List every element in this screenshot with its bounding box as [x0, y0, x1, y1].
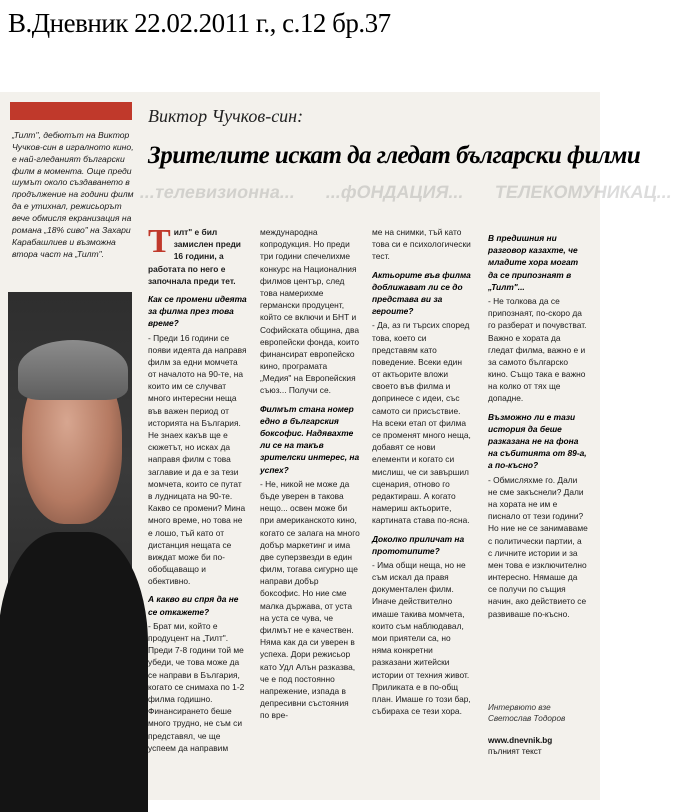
- drop-cap: Т: [148, 223, 171, 260]
- red-accent-bar: [10, 102, 132, 120]
- ghost-text-3: ТЕЛЕКОМУНИКАЦ...: [492, 182, 674, 202]
- interview-answer: - Брат ми, който е продуцент на „Тилт". Преди 7-8 години той ме убеди, че това може да се направи в България, когато се снимаха по 1-2 филма годишно. Финансирането беше много трудно, не съм си представял, че ще успеем да направим: [148, 620, 245, 753]
- interview-answer: - Обмисляхме го. Дали не сме закъснели? Дали на хората не им е писнало от тези години? Но ние не се занимаваме с политически партии, а с личните истории и за мен това е изключително интересно. Нямаше да се получи по същия начин, ако действието се развиваше по-късно.: [488, 474, 588, 619]
- website-caption: пълният текст: [488, 746, 542, 756]
- interview-answer: - Не толкова да се припознаят, по-скоро да го разберат и почувстват. Важно е хората да гледат филма, важно е и за самото българско кино. Също така е важно на колко от тях ще допадне.: [488, 295, 587, 404]
- interview-question: В предишния ни разговор казахте, че младите хора могат да се припознаят в „Тилт"...: [488, 233, 579, 292]
- article-column-1: [148, 223, 248, 757]
- source-line: В.Дневник 22.02.2011 г., с.12 бр.37: [8, 8, 391, 38]
- lead-paragraph: [148, 223, 248, 287]
- interview-credit: Интервюто взе Светослав Тодоров: [488, 703, 566, 724]
- interview-answer: - Да, аз ги търсих според това, което си представям като поведение. Всеки един от актьорите вложи своето във филма и допринесе с идеи, със самото си присъствие. На всеки етап от филма се променят много неща, добавят се нови елементи и когато си мислиш, че си завършил сценария, отново го редактираш. А когато намериш актьорите, картината става по-ясна.: [372, 320, 471, 526]
- ghost-text-1: ...телевизионна...: [138, 182, 297, 202]
- ghost-text-2: ...фОНДАЦИЯ...: [324, 182, 466, 202]
- interview-answer: - Преди 16 години се появи идеята да направя филм за едни момчета от началото на 90-те, на които им се случват много интересни неща във важен период от историята на България. Не знаех какъв ще е сюжетът, но исках да направя филм с това заглавие и да е за тези момчета, които се путат в лудницата на 90-те. Какво се промени? Мина много време, но това не е лошо, тъй като от дистанция нещата се виждат може би по-обобщаващо и обективно.: [148, 332, 247, 587]
- website-url[interactable]: www.dnevnik.bg: [488, 736, 553, 745]
- interview-question: Доколко приличат на прототипите?: [372, 533, 465, 556]
- article-column-2: [260, 226, 360, 725]
- interview-question: Как се промени идеята за филма през това време?: [148, 293, 247, 329]
- interview-question: Филмът стана номер едно в българския боксофис. Надявахте ли се на такъв зрителски интерес, на успех?: [260, 403, 360, 475]
- photo-shirt: [0, 532, 148, 812]
- lead-text: илт" е бил замислен преди 16 години, а работата по него е започнала преди тет.: [148, 227, 241, 286]
- article-headline: Зрителите искат да гледат български филми: [148, 142, 641, 169]
- interview-answer: международна копродукция. Но преди три години спечелихме конкурс на Националния филмов център, след това намерихме германски продуцент, който се включи и БНТ и Софийската община, два европейски фонда, които финансират европейско кино, програмата „Медия" на Европейския съюз... Получи се.: [260, 227, 360, 396]
- interview-question: А какво ви спря да не се откажете?: [148, 594, 239, 617]
- background-ghost-text: [138, 182, 674, 214]
- interview-question: Актьорите във филма доближават ли се до представа ви за героите?: [372, 269, 471, 317]
- article-column-4: [488, 226, 588, 623]
- interview-answer: ме на снимки, тъй като това си е психологически тест.: [372, 227, 471, 262]
- article-column-3: [372, 226, 472, 720]
- interview-question: Възможно ли е тази история да беше разказана не на фона на събитията от 89-а, а по-късно?: [488, 411, 587, 471]
- newspaper-clipping: [0, 92, 674, 800]
- article-subtitle: Виктор Чучков-син:: [148, 106, 304, 126]
- interview-answer: - Има общи неща, но не съм искал да правя документален филм. Иначе действително имаше такива момчета, които съм наблюдавал, мои приятели са, но няма конкретни разказани житейски истории от техния живот. Приликата е в по-общ план. Имаше го този бар, събираха се тези хора.: [372, 559, 471, 717]
- interview-answer: - Не, никой не може да бъде уверен в такова нещо... освен може би при американското кино, когато се залага на много добър маркетинг и има две суперзвезди в един филм, тогава сигурно ще направи добър боксофис. Но ние сме малка държава, от уста на уста се чува, че филмът не е качествен. Няма как да си уверен в успеха. Дори режисьор като Удл Алън разказва, че е под постоянно напрежение, изпада в депресивни състояния по вре-: [260, 478, 360, 721]
- portrait-photo: [8, 292, 132, 794]
- website-reference: [488, 736, 596, 757]
- photo-hair: [18, 340, 128, 400]
- article-intro: „Тилт", дебютът на Виктор Чучков-син в игралното кино, е най-гледаният български филм в момента. Още преди шумът около създаването в продължение на години филм да е утихнал, режисьорът вече обмисля екранизация на романа „18% сиво" на Захари Карабашлиев и възможна втора част на „Тилт".: [12, 130, 134, 259]
